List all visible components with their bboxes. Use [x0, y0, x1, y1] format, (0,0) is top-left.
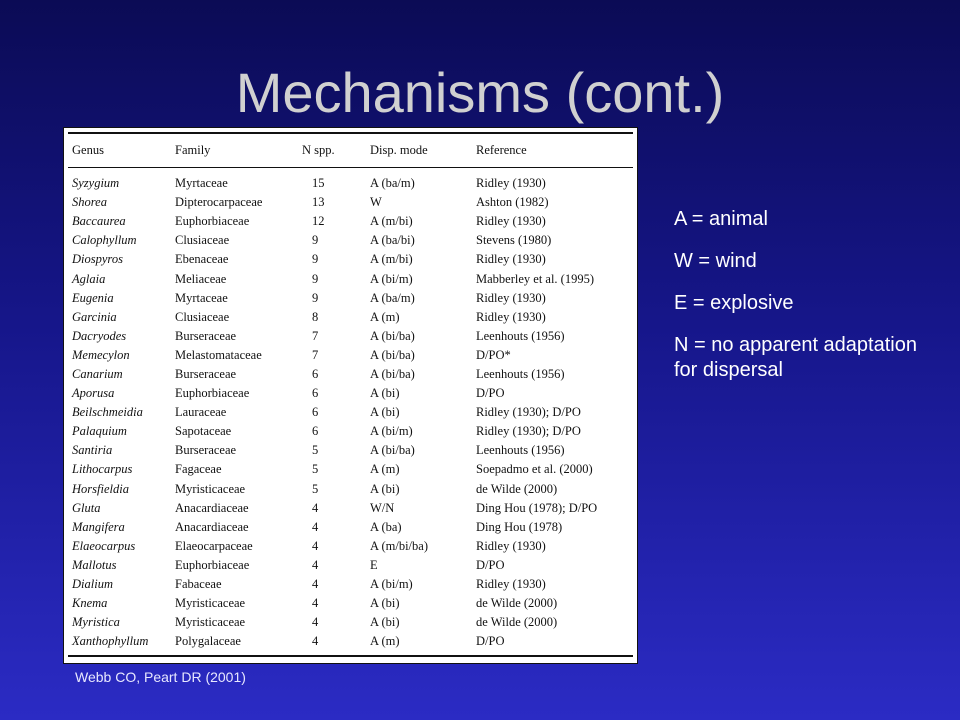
table-row [68, 308, 633, 327]
cell-genus: Eugenia [72, 290, 114, 305]
cell-reference: Ridley (1930) [476, 538, 546, 553]
cell-genus: Shorea [72, 195, 107, 210]
header-n-spp: N spp. [298, 133, 366, 168]
cell-disp-mode: A (bi/m) [370, 577, 413, 592]
cell-n-spp: 9 [312, 271, 319, 286]
cell-family: Clusiaceae [175, 309, 230, 324]
cell-n-spp: 4 [298, 632, 366, 656]
cell-n-spp: 15 [312, 176, 325, 191]
cell-family: Burseraceae [175, 366, 237, 381]
cell-n-spp: 7 [312, 347, 319, 362]
cell-disp-mode: A (bi/ba) [370, 443, 415, 458]
cell-n-spp: 4 [312, 519, 319, 534]
cell-family: Meliaceae [175, 271, 227, 286]
cell-family: Ebenaceae [175, 252, 229, 267]
cell-disp-mode: A (bi) [370, 596, 400, 611]
legend-item-animal: A = animal [674, 208, 768, 230]
cell-disp-mode: A (ba/m) [370, 176, 415, 191]
cell-reference: de Wilde (2000) [476, 596, 558, 611]
cell-genus: Elaeocarpus [72, 538, 136, 553]
cell-reference: Ridley (1930); D/PO [476, 424, 581, 439]
table-row [68, 460, 633, 479]
cell-family: Lauraceae [175, 405, 227, 420]
cell-disp-mode: A (ba) [370, 519, 402, 534]
cell-disp-mode: A (m) [366, 632, 472, 656]
cell-reference: Ridley (1930) [476, 577, 546, 592]
cell-reference: D/PO [472, 632, 633, 656]
table-row [68, 384, 633, 403]
cell-disp-mode: A (ba/m) [370, 290, 415, 305]
cell-genus: Aglaia [72, 271, 106, 286]
cell-reference: Soepadmo et al. (2000) [476, 462, 593, 477]
cell-genus: Santiria [72, 443, 113, 458]
cell-n-spp: 4 [312, 615, 319, 630]
cell-family: Melastomataceae [175, 347, 262, 362]
cell-family: Myrtaceae [175, 176, 228, 191]
cell-n-spp: 4 [312, 577, 319, 592]
table-row [68, 594, 633, 613]
cell-disp-mode: A (ba/bi) [370, 233, 415, 248]
cell-genus: Aporusa [72, 386, 115, 401]
cell-disp-mode: A (bi) [370, 615, 400, 630]
cell-family: Euphorbiaceae [175, 557, 250, 572]
cell-reference: de Wilde (2000) [476, 481, 558, 496]
cell-disp-mode: A (bi/ba) [370, 366, 415, 381]
cell-n-spp: 6 [312, 424, 319, 439]
header-family: Family [171, 133, 298, 168]
cell-disp-mode: A (bi) [370, 405, 400, 420]
dispersal-legend [674, 207, 944, 383]
cell-reference: Ridley (1930) [476, 290, 546, 305]
cell-reference: Ashton (1982) [476, 195, 549, 210]
table-row [68, 518, 633, 537]
cell-n-spp: 12 [312, 214, 325, 229]
table-row [68, 365, 633, 384]
table-row [68, 327, 633, 346]
cell-genus: Mallotus [72, 557, 117, 572]
cell-family: Clusiaceae [175, 233, 230, 248]
table-body [68, 168, 633, 657]
cell-family: Myristicaceae [175, 596, 246, 611]
table-header-row [68, 133, 633, 168]
cell-family: Myristicaceae [175, 481, 246, 496]
cell-family: Fabaceae [175, 577, 222, 592]
cell-reference: D/PO [476, 386, 505, 401]
cell-reference: Leenhouts (1956) [476, 366, 565, 381]
cell-genus: Beilschmeidia [72, 405, 143, 420]
genus-dispersal-table [68, 132, 633, 657]
cell-n-spp: 4 [312, 596, 319, 611]
header-reference: Reference [472, 133, 633, 168]
cell-disp-mode: A (bi/ba) [370, 328, 415, 343]
table-row [68, 269, 633, 288]
cell-genus: Lithocarpus [72, 462, 133, 477]
cell-genus: Memecylon [72, 347, 130, 362]
cell-family: Dipterocarpaceae [175, 195, 263, 210]
cell-n-spp: 5 [312, 481, 319, 496]
cell-n-spp: 5 [312, 462, 319, 477]
cell-family: Euphorbiaceae [175, 214, 250, 229]
cell-genus: Dacryodes [72, 328, 127, 343]
cell-disp-mode: W/N [370, 500, 395, 515]
cell-genus: Garcinia [72, 309, 117, 324]
cell-reference: Ridley (1930) [476, 176, 546, 191]
table-row [68, 212, 633, 231]
cell-disp-mode: A (bi) [370, 386, 400, 401]
cell-genus: Dialium [72, 577, 113, 592]
cell-family: Burseraceae [175, 443, 237, 458]
cell-n-spp: 6 [312, 366, 319, 381]
cell-reference: de Wilde (2000) [476, 615, 558, 630]
cell-disp-mode: A (m) [370, 462, 400, 477]
cell-family: Burseraceae [175, 328, 237, 343]
cell-disp-mode: A (m/bi) [370, 252, 413, 267]
cell-genus: Knema [72, 596, 108, 611]
cell-reference: Stevens (1980) [476, 233, 552, 248]
cell-disp-mode: A (bi/m) [370, 424, 413, 439]
legend-item-no-adaptation: N = no apparent adaptation for dispersal [674, 334, 917, 381]
table-row [68, 168, 633, 194]
cell-genus: Syzygium [72, 176, 120, 191]
table-row [68, 441, 633, 460]
cell-family: Elaeocarpaceae [175, 538, 253, 553]
table-row [68, 632, 633, 656]
table-row [68, 193, 633, 212]
cell-genus: Diospyros [72, 252, 123, 267]
table-row [68, 575, 633, 594]
cell-disp-mode: E [370, 557, 378, 572]
cell-genus: Xanthophyllum [68, 632, 171, 656]
legend-item-explosive: E = explosive [674, 292, 794, 314]
table-row [68, 346, 633, 365]
legend-item-wind: W = wind [674, 250, 757, 272]
header-genus: Genus [68, 133, 171, 168]
cell-genus: Baccaurea [72, 214, 126, 229]
table-row [68, 613, 633, 632]
table-row [68, 537, 633, 556]
table-row [68, 289, 633, 308]
cell-genus: Mangifera [72, 519, 125, 534]
table-row [68, 480, 633, 499]
cell-family: Sapotaceae [175, 424, 232, 439]
cell-family: Anacardiaceae [175, 500, 249, 515]
cell-genus: Horsfieldia [72, 481, 129, 496]
cell-family: Anacardiaceae [175, 519, 249, 534]
cell-disp-mode: A (bi) [370, 481, 400, 496]
cell-genus: Calophyllum [72, 233, 137, 248]
header-disp-mode: Disp. mode [366, 133, 472, 168]
cell-disp-mode: A (m) [370, 309, 400, 324]
table-row [68, 231, 633, 250]
table-row [68, 250, 633, 269]
cell-n-spp: 8 [312, 309, 319, 324]
table-row [68, 499, 633, 518]
cell-family: Myristicaceae [175, 615, 246, 630]
cell-disp-mode: A (bi/m) [370, 271, 413, 286]
cell-family: Fagaceae [175, 462, 222, 477]
cell-reference: Leenhouts (1956) [476, 443, 565, 458]
cell-disp-mode: A (bi/ba) [370, 347, 415, 362]
genus-table-panel [63, 127, 638, 664]
table-row [68, 556, 633, 575]
cell-n-spp: 4 [312, 500, 319, 515]
cell-reference: Mabberley et al. (1995) [476, 271, 595, 286]
table-row [68, 403, 633, 422]
cell-n-spp: 6 [312, 386, 319, 401]
cell-reference: Leenhouts (1956) [476, 328, 565, 343]
cell-disp-mode: A (m/bi) [370, 214, 413, 229]
cell-n-spp: 13 [312, 195, 325, 210]
cell-family: Euphorbiaceae [175, 386, 250, 401]
cell-genus: Palaquium [72, 424, 127, 439]
cell-reference: Ridley (1930) [476, 214, 546, 229]
cell-disp-mode: W [370, 195, 382, 210]
cell-reference: Ding Hou (1978); D/PO [476, 500, 598, 515]
cell-reference: Ridley (1930) [476, 309, 546, 324]
cell-family: Myrtaceae [175, 290, 228, 305]
cell-disp-mode: A (m/bi/ba) [370, 538, 428, 553]
cell-genus: Myristica [72, 615, 120, 630]
cell-reference: Ding Hou (1978) [476, 519, 563, 534]
cell-reference: D/PO [476, 557, 505, 572]
cell-n-spp: 4 [312, 538, 319, 553]
cell-reference: Ridley (1930); D/PO [476, 405, 581, 420]
cell-n-spp: 5 [312, 443, 319, 458]
citation: Webb CO, Peart DR (2001) [75, 669, 246, 685]
cell-genus: Canarium [72, 366, 123, 381]
cell-reference: Ridley (1930) [476, 252, 546, 267]
slide-title: Mechanisms (cont.) [235, 61, 725, 124]
cell-reference: D/PO* [476, 347, 511, 362]
cell-n-spp: 4 [312, 557, 319, 572]
cell-n-spp: 9 [312, 290, 319, 305]
cell-family: Polygalaceae [171, 632, 298, 656]
cell-n-spp: 6 [312, 405, 319, 420]
cell-n-spp: 9 [312, 233, 319, 248]
cell-genus: Gluta [72, 500, 101, 515]
cell-n-spp: 9 [312, 252, 319, 267]
table-row [68, 422, 633, 441]
cell-n-spp: 7 [312, 328, 319, 343]
